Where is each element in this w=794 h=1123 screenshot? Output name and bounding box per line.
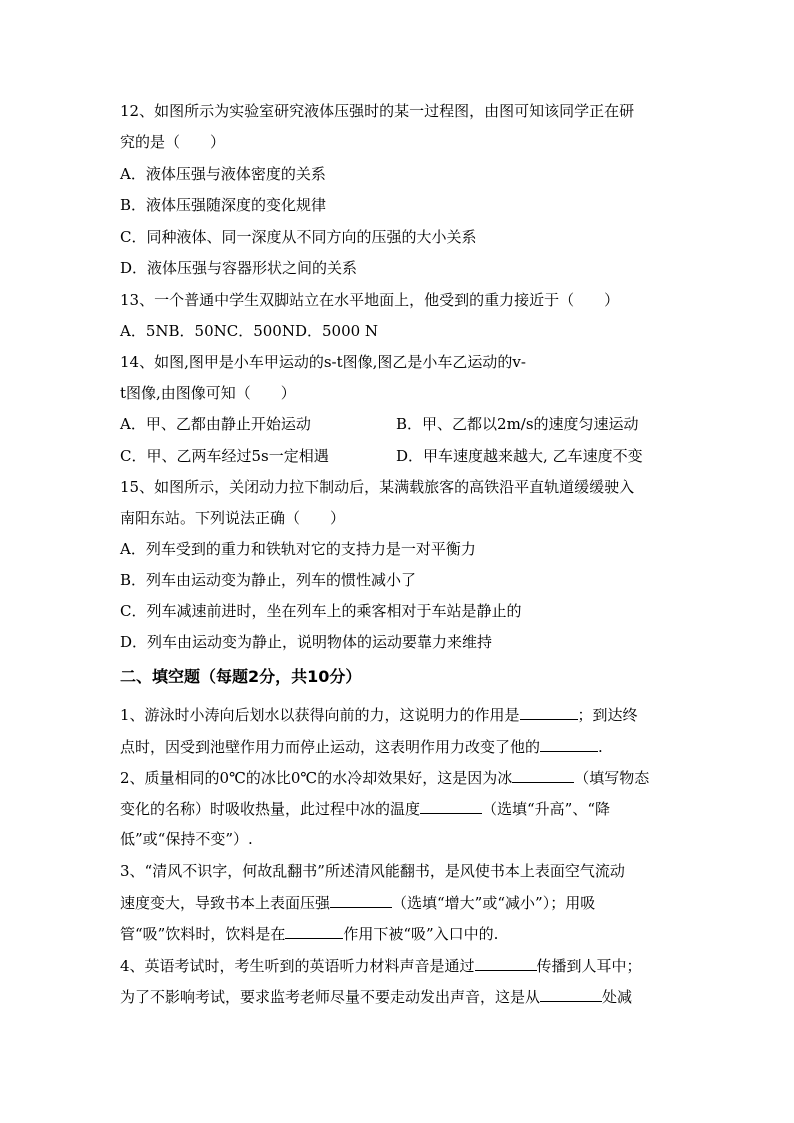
fill-4-text-c: 为了不影响考试，要求监考老师尽量不要走动发出声音，这是从: [120, 988, 541, 1006]
fill-2-text-d: （选填“升高”、“降: [482, 800, 611, 818]
fill-3-text-b: （选填“增大”或“减小”）；用吸: [392, 894, 596, 912]
fill-3-text-d: 作用下被“吸”入口中的.: [343, 925, 499, 943]
fill-2-line-2: [120, 798, 610, 818]
q15-stem-line-1: 15、如图所示，关闭动力拉下制动后，某满载旅客的高铁沿平直轨道缓缓驶入: [120, 478, 635, 496]
q15-option-c: C．列车减速前进时，坐在列车上的乘客相对于车站是静止的: [120, 602, 522, 620]
fill-4-line-1: [120, 955, 642, 975]
answer-blank: [330, 892, 392, 908]
fill-4-text-d: 处减: [602, 988, 633, 1006]
answer-blank: [475, 955, 537, 971]
fill-1-line-1: [120, 704, 638, 724]
q15-option-b: B．列车由运动变为静止，列车的惯性减小了: [120, 571, 417, 589]
q13-options: A．5NB．50NC．500ND．5000 N: [120, 322, 379, 340]
answer-blank: [420, 798, 482, 814]
q14-option-b: B．甲、乙都以2m/s的速度匀速运动: [396, 415, 639, 433]
fill-4-text-a: 4、英语考试时，考生听到的英语听力材料声音是通过: [120, 957, 475, 975]
answer-blank: [520, 704, 578, 720]
q12-option-b: B．液体压强随深度的变化规律: [120, 196, 327, 214]
fill-1-text-b: ；到达终: [577, 706, 638, 724]
fill-2-text-c: 变化的名称）时吸收热量，此过程中冰的温度: [120, 800, 421, 818]
fill-3-line-2: [120, 892, 595, 912]
answer-blank: [285, 923, 343, 939]
q12-option-c: C．同种液体、同一深度从不同方向的压强的大小关系: [120, 228, 477, 246]
fill-2-line-1: [120, 767, 649, 787]
q14-option-c: C．甲、乙两车经过5s一定相遇: [120, 447, 329, 465]
q14-option-d: D．甲车速度越来越大, 乙车速度不变: [396, 447, 643, 465]
fill-1-line-2: [120, 736, 603, 756]
fill-4-text-b: 传播到人耳中；: [536, 957, 642, 975]
fill-2-text-b: （填写物态: [574, 769, 650, 787]
fill-4-line-2: [120, 986, 632, 1006]
fill-1-text-d: .: [598, 738, 603, 756]
fill-1-text-a: 1、游泳时小涛向后划水以获得向前的力，这说明力的作用是: [120, 706, 520, 724]
section-2-heading: 二、填空题（每题2分，共10分）: [120, 667, 362, 686]
q14-stem-line-1: 14、如图,图甲是小车甲运动的s-t图像,图乙是小车乙运动的v-: [120, 353, 526, 371]
fill-2-text-a: 2、质量相同的0℃的冰比0℃的水冷却效果好，这是因为冰: [120, 769, 513, 787]
answer-blank: [540, 986, 602, 1002]
q15-option-d: D．列车由运动变为静止，说明物体的运动要靠力来维持: [120, 633, 493, 651]
fill-1-text-c: 点时，因受到池壁作用力而停止运动，这表明作用力改变了他的: [120, 738, 541, 756]
q14-stem-line-2: t图像,由图像可知（ ）: [120, 384, 296, 402]
q12-stem-line-2: 究的是（ ）: [120, 133, 226, 151]
fill-3-line-1: 3、“清风不识字，何故乱翻书”所述清风能翻书，是风使书本上表面空气流动: [120, 862, 625, 880]
fill-3-line-3: [120, 923, 498, 943]
q12-stem-line-1: 12、如图所示为实验室研究液体压强时的某一过程图，由图可知该同学正在研: [120, 102, 635, 120]
fill-3-text-c: 管“吸”饮料时，饮料是在: [120, 925, 286, 943]
q15-option-a: A．列车受到的重力和铁轨对它的支持力是一对平衡力: [120, 540, 476, 558]
q12-option-a: A．液体压强与液体密度的关系: [120, 165, 326, 183]
fill-3-text-a: 速度变大，导致书本上表面压强: [120, 894, 331, 912]
answer-blank: [540, 736, 598, 752]
fill-2-line-3: 低”或“保持不变”）.: [120, 830, 253, 848]
answer-blank: [512, 767, 574, 783]
q14-option-a: A．甲、乙都由静止开始运动: [120, 415, 311, 433]
q12-option-d: D．液体压强与容器形状之间的关系: [120, 259, 358, 277]
q13-stem: 13、一个普通中学生双脚站立在水平地面上，他受到的重力接近于（ ）: [120, 291, 620, 309]
q15-stem-line-2: 南阳东站。下列说法正确（ ）: [120, 509, 346, 527]
